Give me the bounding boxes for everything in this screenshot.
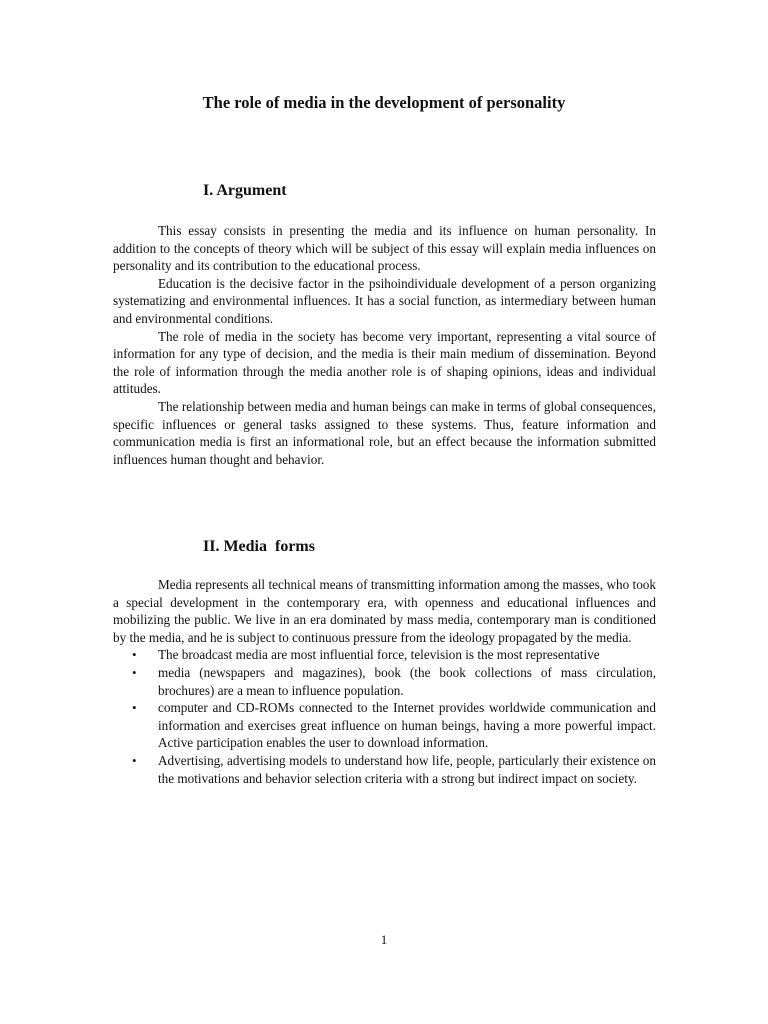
section-heading-media-forms: II. Media forms (203, 538, 315, 555)
bullet-icon: • (132, 664, 137, 680)
paragraph: Media represents all technical means of transmitting information among the masses, who took a special development in the contemporary era, with openness and educational influences and mobilizing the public. We live in an era dominated by mass media, contemporary man is conditioned by the media, and he is subject to continuous pressure from the ideology propagated by the media. (113, 577, 656, 645)
media-forms-bullet-list (113, 646, 656, 787)
paragraph: The relationship between media and human beings can make in terms of global consequences, specific influences or general tasks assigned to these systems. Thus, feature information and communication media is first an informational role, but an effect because the information submitted influences human thought and behavior. (113, 398, 656, 467)
list-item (113, 752, 656, 787)
list-item-text: computer and CD-ROMs connected to the Internet provides worldwide communication and information and exercises great influence on human beings, having a more powerful impact. Active participation enables the user to download information. (158, 700, 656, 751)
list-item-text: The broadcast media are most influential force, television is the most representative (158, 647, 600, 663)
document-title: The role of media in the development of personality (202, 93, 566, 112)
list-item-text: Advertising, advertising models to understand how life, people, particularly their existence on the motivations and behavior selection criteria with a strong but indirect impact on society. (158, 752, 656, 786)
bullet-icon: • (132, 752, 137, 768)
section-argument-body (113, 222, 656, 468)
section-media-forms-body (113, 576, 656, 787)
bullet-icon: • (132, 700, 137, 716)
list-item-text: media (newspapers and magazines), book (the book collections of mass circulation, brochures) are a mean to influence population. (158, 664, 656, 698)
list-item (113, 646, 656, 664)
paragraph: The role of media in the society has become very important, representing a vital source of information for any type of decision, and the media is their main medium of dissemination. Beyond the role of information through the media another role is of shaping opinions, ideas and individual attitudes. (113, 328, 656, 397)
paragraph: This essay consists in presenting the media and its influence on human personality. In addition to the concepts of theory which will be subject of this essay will explain media influences on personality and its contribution to the educational process. (113, 223, 656, 274)
list-item (113, 664, 656, 699)
section-heading-argument: I. Argument (203, 182, 287, 199)
list-item (113, 699, 656, 752)
paragraph: Education is the decisive factor in the psihoindividuale development of a person organizing systematizing and environmental influences. It has a social function, as intermediary between human and environmental conditions. (113, 275, 656, 326)
page-number: 1 (380, 932, 388, 947)
bullet-icon: • (132, 647, 137, 663)
